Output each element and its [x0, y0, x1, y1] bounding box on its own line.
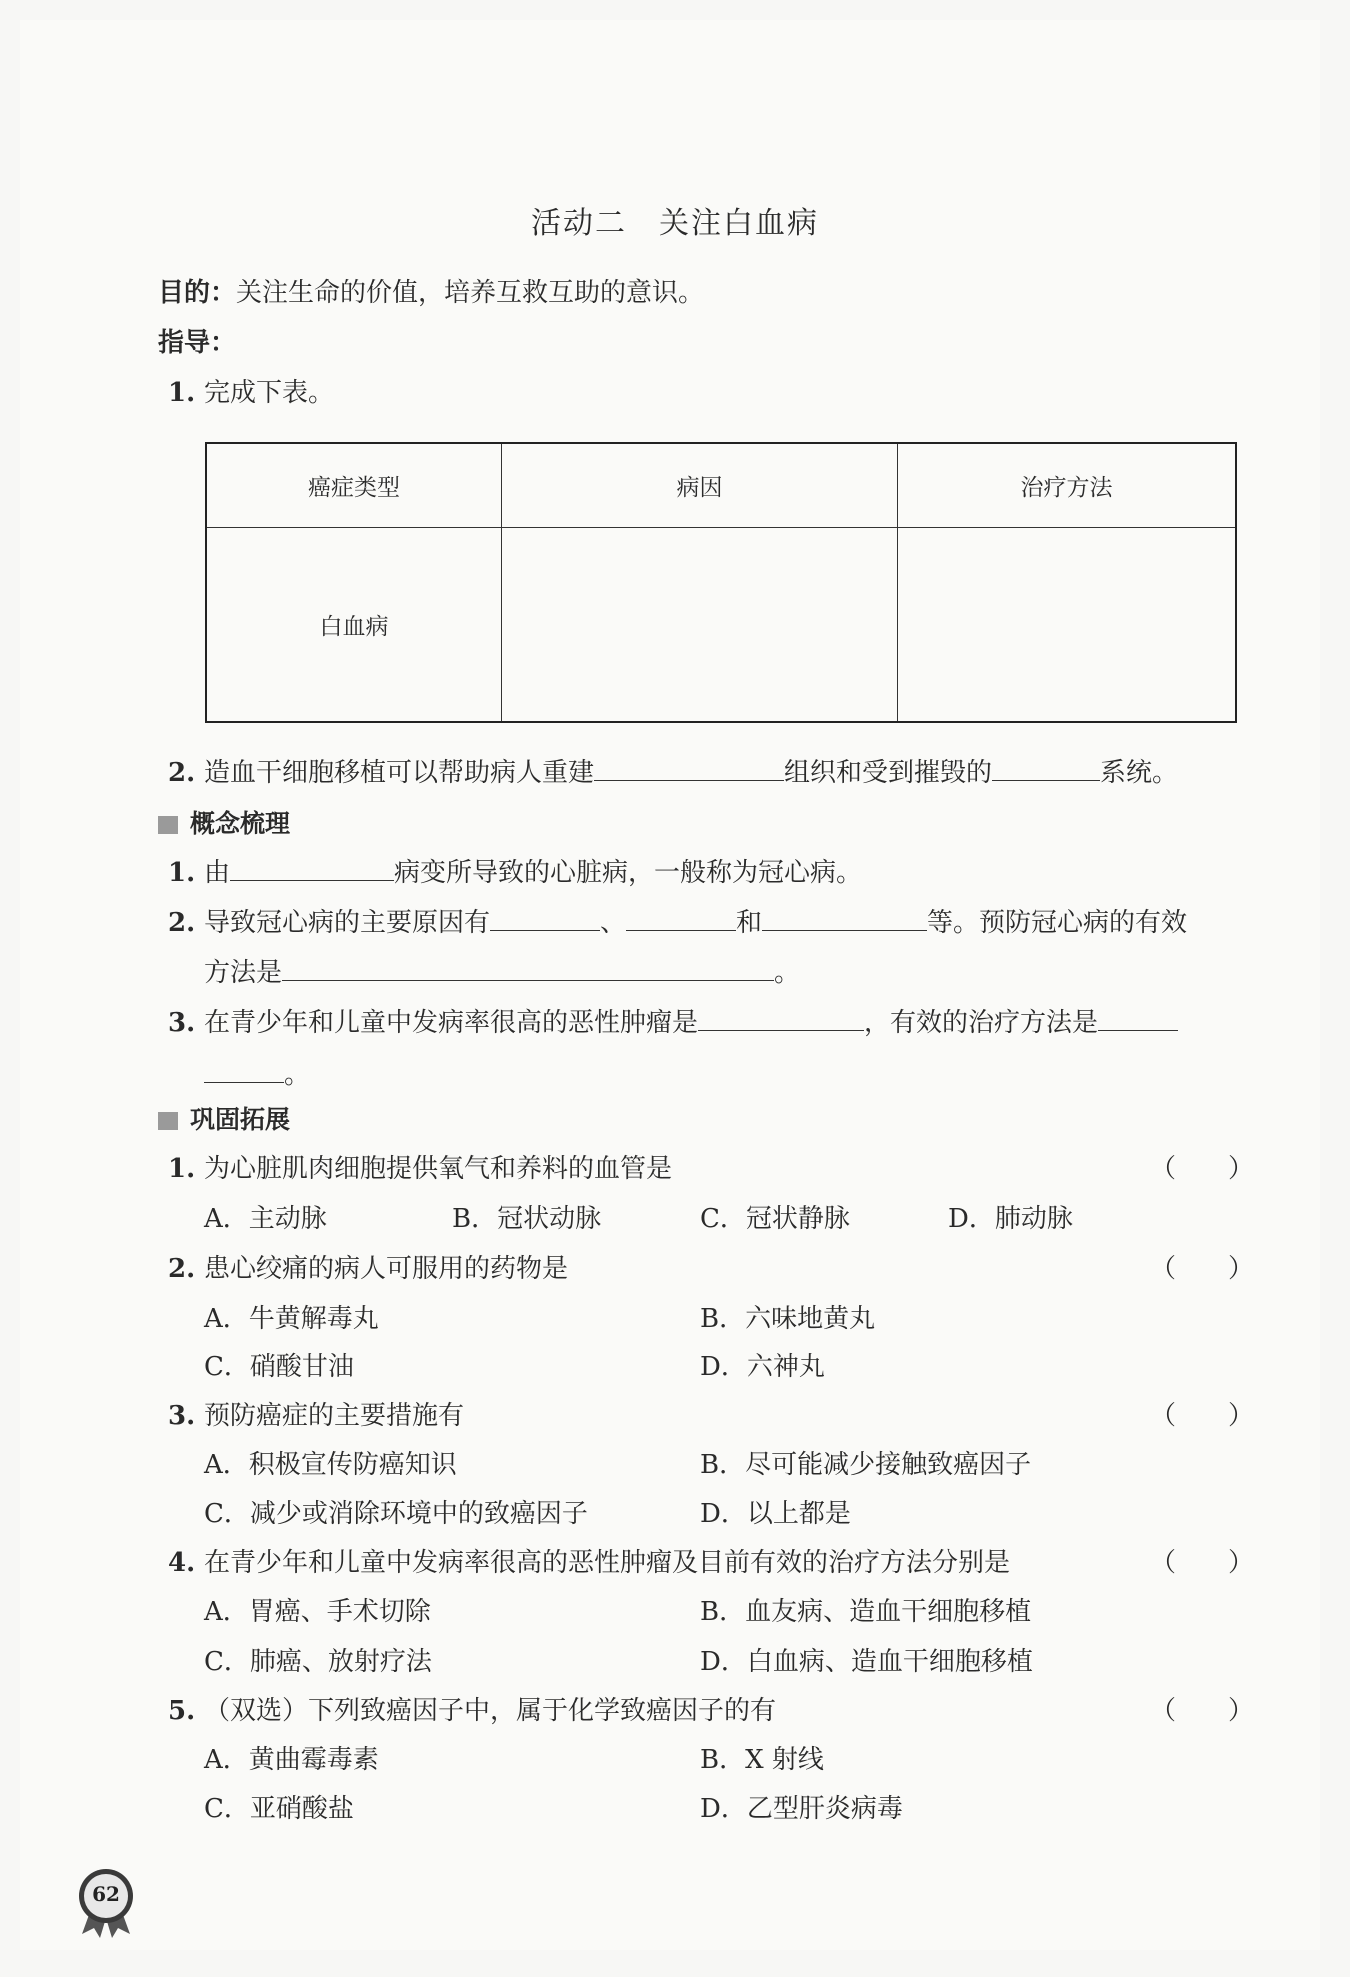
mc-question-5 [168, 1690, 776, 1727]
answer-blank[interactable] [992, 754, 1100, 781]
question-text: 组织和受到摧毁的 [784, 758, 993, 788]
answer-paren[interactable]: （ ） [1150, 1401, 1255, 1431]
option[interactable]: A．主动脉 [204, 1204, 327, 1234]
mc-question-4 [168, 1542, 1010, 1579]
question-number: 3. [168, 1008, 196, 1038]
option[interactable]: B．冠状动脉 [452, 1204, 602, 1234]
page-title: 活动二 关注白血病 [531, 206, 819, 241]
option[interactable]: B．X 射线 [700, 1745, 824, 1775]
question-stem: 在青少年和儿童中发病率很高的恶性肿瘤及目前有效的治疗方法分别是 [204, 1548, 1011, 1578]
answer-blank[interactable] [698, 1004, 864, 1031]
mc-question-2 [168, 1248, 568, 1285]
purpose-line [158, 272, 704, 309]
answer-blank[interactable] [762, 904, 927, 931]
option[interactable]: B．六味地黄丸 [700, 1304, 876, 1334]
answer-paren[interactable]: （ ） [1150, 1254, 1255, 1284]
question-text: 方法是 [204, 958, 283, 988]
answer-paren[interactable]: （ ） [1150, 1154, 1255, 1184]
option[interactable]: B．血友病、造血干细胞移植 [700, 1597, 1032, 1627]
question-text: 等。预防冠心病的有效 [927, 908, 1188, 938]
section-heading-extension [158, 1100, 290, 1136]
page-number: 62 [92, 1882, 120, 1906]
option[interactable]: D．以上都是 [700, 1499, 851, 1529]
question-number: 1. [168, 1154, 196, 1184]
question-number: 2. [168, 758, 196, 788]
question-number: 5. [168, 1696, 196, 1726]
question-text: 造血干细胞移植可以帮助病人重建 [204, 758, 595, 788]
purpose-text: 关注生命的价值，培养互救互助的意识。 [236, 278, 705, 308]
option[interactable]: C．亚硝酸盐 [204, 1794, 354, 1824]
question-number: 1. [168, 858, 196, 888]
question-number: 3. [168, 1401, 196, 1431]
question-stem: （双选）下列致癌因子中，属于化学致癌因子的有 [204, 1696, 777, 1726]
guide-label: 指导： [158, 328, 237, 358]
option[interactable]: A．牛黄解毒丸 [204, 1304, 379, 1334]
table-header-treatment: 治疗方法 [898, 443, 1237, 527]
option[interactable]: C．减少或消除环境中的致癌因子 [204, 1499, 588, 1529]
answer-blank[interactable] [282, 954, 774, 981]
answer-blank[interactable] [490, 904, 600, 931]
concept-item-2-cont [204, 952, 800, 989]
option[interactable]: C．硝酸甘油 [204, 1352, 354, 1382]
section-marker [158, 816, 178, 834]
question-text: 和 [736, 908, 763, 938]
section-heading-concepts [158, 804, 290, 840]
option[interactable]: C．冠状静脉 [700, 1204, 850, 1234]
question-2 [168, 752, 1178, 789]
answer-paren[interactable]: （ ） [1150, 1696, 1255, 1726]
option[interactable]: A．黄曲霉毒素 [204, 1745, 379, 1775]
answer-blank[interactable] [594, 754, 784, 781]
question-text: 、 [600, 908, 627, 938]
option[interactable]: D．白血病、造血干细胞移植 [700, 1647, 1033, 1677]
question-text: 。 [774, 958, 801, 988]
question-text: 在青少年和儿童中发病率很高的恶性肿瘤是 [204, 1008, 699, 1038]
question-text: 系统。 [1100, 758, 1179, 788]
section-title: 概念梳理 [190, 809, 291, 838]
question-number: 2. [168, 908, 196, 938]
table-header-cause: 病因 [502, 443, 898, 527]
option[interactable]: D．乙型肝炎病毒 [700, 1794, 903, 1824]
purpose-label: 目的： [158, 278, 237, 308]
table-cell-treatment[interactable] [898, 527, 1237, 722]
page-number-badge [78, 1868, 134, 1924]
table-cell-cause[interactable] [502, 527, 898, 722]
mc-question-3 [168, 1395, 464, 1432]
option[interactable]: D．肺动脉 [948, 1204, 1073, 1234]
question-text: 病变所导致的心脏病，一般称为冠心病。 [394, 858, 863, 888]
table-cell-type: 白血病 [206, 527, 502, 722]
concept-item-1 [168, 852, 862, 889]
question-stem: 患心绞痛的病人可服用的药物是 [204, 1254, 569, 1284]
answer-paren[interactable]: （ ） [1150, 1548, 1255, 1578]
answer-blank[interactable] [204, 1056, 284, 1083]
question-1 [168, 372, 334, 409]
question-text: 由 [204, 858, 231, 888]
question-stem: 为心脏肌肉细胞提供氧气和养料的血管是 [204, 1154, 673, 1184]
option[interactable]: B．尽可能减少接触致癌因子 [700, 1450, 1032, 1480]
question-text: 导致冠心病的主要原因有 [204, 908, 491, 938]
option[interactable]: D．六神丸 [700, 1352, 825, 1382]
option[interactable]: C．肺癌、放射疗法 [204, 1647, 432, 1677]
concept-item-3-cont [204, 1054, 310, 1091]
section-marker [158, 1112, 178, 1130]
concept-item-3 [168, 1002, 1178, 1039]
question-text: 完成下表。 [204, 378, 335, 408]
section-title: 巩固拓展 [190, 1105, 291, 1134]
question-text: 。 [284, 1060, 311, 1090]
question-number: 1. [168, 378, 196, 408]
option[interactable]: A．胃癌、手术切除 [204, 1597, 431, 1627]
concept-item-2 [168, 902, 1187, 939]
mc-question-1 [168, 1148, 672, 1185]
answer-blank[interactable] [230, 854, 394, 881]
question-stem: 预防癌症的主要措施有 [204, 1401, 465, 1431]
answer-blank[interactable] [626, 904, 736, 931]
question-text: ，有效的治疗方法是 [864, 1008, 1099, 1038]
question-number: 4. [168, 1548, 196, 1578]
answer-blank[interactable] [1098, 1004, 1178, 1031]
cancer-table [205, 442, 1237, 723]
table-header-type: 癌症类型 [206, 443, 502, 527]
option[interactable]: A．积极宣传防癌知识 [204, 1450, 457, 1480]
question-number: 2. [168, 1254, 196, 1284]
